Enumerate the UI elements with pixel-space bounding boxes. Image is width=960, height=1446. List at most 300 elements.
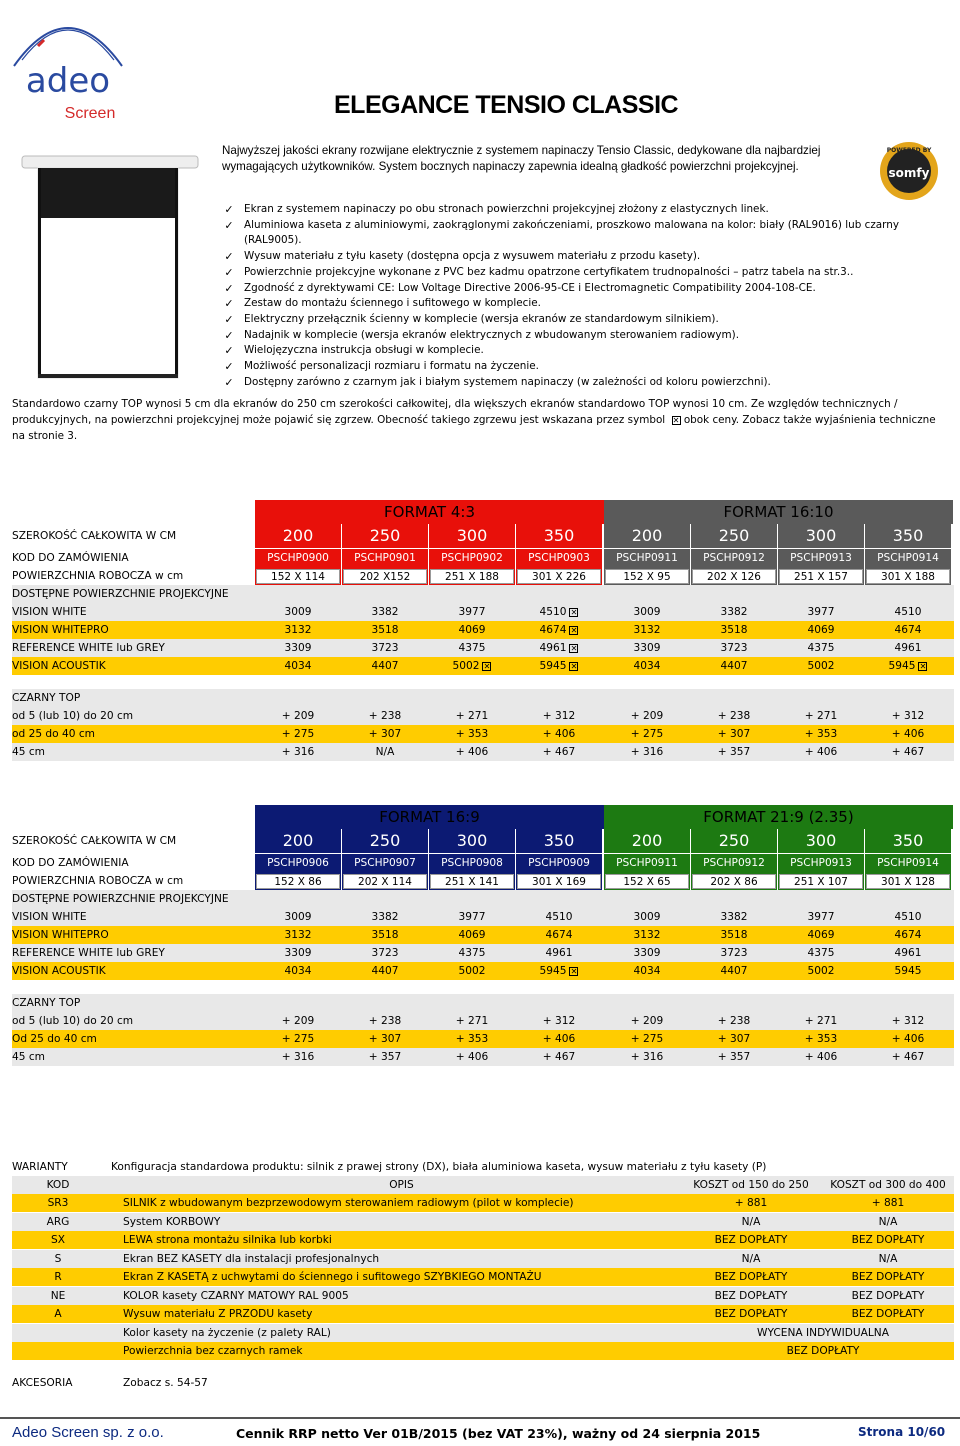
price-value: 4961 (894, 947, 922, 959)
price-value: 3723 (371, 642, 399, 654)
price-value: 4375 (458, 642, 486, 654)
surface-price (691, 639, 777, 657)
width-value: 200 (255, 829, 341, 853)
price-value: 3518 (371, 929, 399, 941)
order-code: PSCHP0900 (255, 549, 341, 567)
surface-price (865, 962, 951, 980)
price-value: 5002 (807, 660, 835, 672)
surface-price (604, 639, 690, 657)
order-code: PSCHP0911 (604, 854, 690, 872)
black-top-price: + 353 (455, 1033, 489, 1045)
price-value: 4961 (894, 642, 922, 654)
price-value: 5945 (888, 660, 916, 672)
area-cell (429, 872, 515, 890)
checkmark-icon: ✓ (224, 265, 234, 279)
width-value: 250 (342, 829, 428, 853)
surface-price (865, 908, 951, 926)
surface-price (255, 944, 341, 962)
surface-price (429, 926, 515, 944)
variant-code (12, 1342, 104, 1360)
black-top-price: + 406 (542, 728, 576, 740)
price-value: 4375 (458, 947, 486, 959)
price-value: 3309 (284, 642, 312, 654)
area-cell (342, 567, 428, 585)
surface-price (604, 926, 690, 944)
surface-price (255, 962, 341, 980)
black-top-label: CZARNY TOP (12, 692, 81, 704)
black-top-price: + 312 (542, 710, 576, 722)
price-value: 4961 (539, 642, 567, 654)
black-top-price: + 312 (891, 710, 925, 722)
variant-cost-b: BEZ DOPŁATY (851, 1289, 925, 1302)
surface-price (778, 603, 864, 621)
area-value: 152 X 86 (256, 874, 340, 889)
screen-product-image (20, 146, 200, 386)
area-value: 301 X 226 (517, 569, 601, 584)
area-value: 152 X 65 (605, 874, 689, 889)
surface-price (429, 657, 515, 675)
price-value: 3309 (633, 642, 661, 654)
variant-cost-b: BEZ DOPŁATY (851, 1308, 925, 1320)
width-value: 300 (778, 829, 864, 853)
format-header-row (12, 500, 954, 524)
adeo-logo (8, 0, 128, 125)
surface-price (604, 962, 690, 980)
variant-desc: Wysuw materiału Z PRZODU kasety (123, 1308, 313, 1320)
header-code: KOD (46, 1179, 70, 1191)
header-desc: OPIS (389, 1179, 414, 1191)
black-top-label: CZARNY TOP (12, 997, 81, 1009)
checkmark-icon: ✓ (224, 375, 234, 389)
surface-price (778, 926, 864, 944)
price-value: 4069 (458, 929, 486, 941)
area-row (12, 872, 954, 890)
surface-price (342, 657, 428, 675)
width-value: 300 (778, 524, 864, 548)
price-value: 4510 (539, 606, 567, 618)
variant-code: A (54, 1308, 62, 1320)
feature-text: Aluminiowa kaseta z aluminiowymi, zaokrąglonymi zakończeniami, proszkowo malowana na kolor: biały (RAL9016) lub czarny (RAL9005). (244, 218, 899, 247)
area-row (12, 567, 954, 585)
surface-price (255, 603, 341, 621)
surface-price (516, 944, 602, 962)
surface-price (778, 944, 864, 962)
variant-code: R (54, 1271, 62, 1283)
black-top-price: + 238 (717, 1015, 751, 1027)
black-top-price: + 312 (891, 1015, 925, 1027)
black-top-price: + 209 (281, 1015, 315, 1027)
header-cost-a: KOSZT od 150 do 250 (693, 1179, 809, 1191)
surface-name: VISION WHITE (12, 606, 87, 618)
area-cell (778, 567, 864, 585)
order-code: PSCHP0914 (865, 854, 951, 872)
area-cell (778, 872, 864, 890)
price-value: 4674 (545, 929, 573, 941)
width-row (12, 829, 954, 853)
variant-row (12, 1213, 954, 1231)
area-cell (342, 872, 428, 890)
width-value: 350 (865, 524, 951, 548)
area-value: 202 X 114 (343, 874, 427, 889)
surface-price (604, 657, 690, 675)
weld-symbol-icon: ✕ (570, 643, 578, 653)
surface-price (429, 603, 515, 621)
black-top-price: + 406 (455, 746, 489, 758)
variant-desc: Ekran Z KASETĄ z uchwytami do ściennego i sufitowego SZYBKIEGO MONTAŻU (123, 1271, 542, 1283)
surface-price (865, 603, 951, 621)
order-code: PSCHP0913 (778, 549, 864, 567)
black-top-price: + 275 (281, 728, 315, 740)
price-value: 4407 (371, 660, 399, 672)
area-cell (516, 872, 602, 890)
order-code: PSCHP0903 (516, 549, 602, 567)
price-value: 4407 (720, 965, 748, 977)
width-value: 250 (691, 829, 777, 853)
price-value: 4674 (539, 624, 567, 636)
variant-code: SX (51, 1234, 65, 1246)
surface-row (12, 603, 954, 621)
feature-item (222, 265, 944, 281)
width-row (12, 524, 954, 548)
surface-price (429, 621, 515, 639)
black-top-price: + 353 (455, 728, 489, 740)
footer-page-number: Strona 10/60 (858, 1425, 946, 1439)
variant-cost-a: BEZ DOPŁATY (714, 1308, 788, 1320)
area-value: 301 X 188 (866, 569, 950, 584)
price-table-4-3-16-10 (12, 500, 954, 762)
price-value: 4510 (894, 606, 922, 618)
area-cell (865, 872, 951, 890)
price-value: 3132 (284, 929, 312, 941)
order-code: PSCHP0908 (429, 854, 515, 872)
black-top-price: + 406 (455, 1051, 489, 1063)
area-cell (691, 872, 777, 890)
width-value: 250 (691, 524, 777, 548)
surface-price (778, 621, 864, 639)
order-code: PSCHP0912 (691, 549, 777, 567)
variant-cost-a: N/A (741, 1252, 761, 1265)
feature-item (222, 312, 944, 328)
width-value: 200 (604, 829, 690, 853)
black-top-price: + 406 (891, 728, 925, 740)
standard-note: Standardowo czarny TOP wynosi 5 cm dla ekranów do 250 cm szerokości całkowitej, dla większych ekranów standardowo TOP wynosi 10 cm. Ze względów technicznych / produkcyjnych, na powierzchni projekcyjnej może pojawić się zgrzew. Obecność takiego zgrzewu jest wskazana przez symbol ✕ obok ceny. Zobacz także wyjaśnienia techniczne na stronie 3. (12, 398, 936, 442)
width-value: 200 (604, 524, 690, 548)
intro-text: Najwyższej jakości ekrany rozwijane elektrycznie z systemem napinaczy Tensio Classic, dedykowane dla najbardziej wymagających użytkowników. System bocznych napinaczy zapewnia idealną gładkość powierzchni projekcyjnej. (222, 144, 821, 173)
price-value: 3009 (633, 911, 661, 923)
black-top-price: + 307 (368, 728, 402, 740)
price-value: 4034 (284, 660, 312, 672)
variant-cost-a: BEZ DOPŁATY (714, 1271, 788, 1283)
black-top-price: + 275 (630, 1033, 664, 1045)
variant-desc: KOLOR kasety CZARNY MATOWY RAL 9005 (123, 1289, 349, 1302)
surfaces-header-row (12, 585, 954, 603)
weld-symbol-icon: ✕ (570, 625, 578, 635)
surface-name: VISION WHITE (12, 911, 87, 923)
black-top-header-row (12, 994, 954, 1012)
black-top-name: 45 cm (12, 1051, 45, 1063)
price-value: 5002 (458, 965, 486, 977)
price-value: 4674 (894, 929, 922, 941)
price-value: 5945 (894, 965, 922, 977)
variants-config: Konfiguracja standardowa produktu: silnik z prawej strony (DX), biała aluminiowa kaseta, wysuw materiału z tyłu kasety (P) (111, 1161, 767, 1173)
variant-desc: Powierzchnia bez czarnych ramek (123, 1345, 303, 1357)
width-value: 250 (342, 524, 428, 548)
code-label: KOD DO ZAMÓWIENIA (12, 857, 129, 869)
feature-text: Zgodność z dyrektywami CE: Low Voltage Directive 2006-95-CE i Electromagnetic Compatibility 2004-108-CE. (244, 281, 816, 294)
surface-price (342, 926, 428, 944)
surface-price (691, 603, 777, 621)
format-header-a: FORMAT 4:3 (255, 500, 604, 524)
surface-price (255, 621, 341, 639)
variant-cost-b: + 881 (871, 1197, 905, 1209)
price-value: 3723 (720, 947, 748, 959)
price-value: 3977 (807, 606, 835, 618)
surface-price (342, 639, 428, 657)
surface-row (12, 962, 954, 980)
area-value: 251 X 188 (430, 569, 514, 584)
surface-price (429, 908, 515, 926)
surface-price (429, 962, 515, 980)
black-top-price: + 467 (542, 1051, 576, 1063)
checkmark-icon: ✓ (224, 297, 234, 311)
variants-title: WARIANTY (12, 1161, 68, 1173)
black-top-price: + 271 (804, 1015, 838, 1027)
black-top-price: + 316 (281, 1051, 315, 1063)
format-header-row (12, 805, 954, 829)
variant-cost-a: BEZ DOPŁATY (714, 1234, 788, 1246)
feature-item (222, 296, 944, 312)
surface-price (691, 908, 777, 926)
surface-price (691, 657, 777, 675)
black-top-price: + 406 (891, 1033, 925, 1045)
black-top-price: + 307 (717, 728, 751, 740)
variant-row (12, 1287, 954, 1305)
surface-price (342, 908, 428, 926)
feature-text: Nadajnik w komplecie (wersja ekranów elektrycznych z wbudowanym sterowaniem radiowym). (244, 328, 740, 341)
checkmark-icon: ✓ (224, 344, 234, 358)
weld-symbol-icon: ✕ (483, 661, 491, 671)
width-value: 350 (865, 829, 951, 853)
surface-price (342, 603, 428, 621)
black-top-name: 45 cm (12, 746, 45, 758)
black-top-price: + 238 (717, 710, 751, 722)
surface-price (255, 908, 341, 926)
order-code: PSCHP0913 (778, 854, 864, 872)
black-top-price: + 275 (281, 1033, 315, 1045)
variant-row (12, 1342, 954, 1360)
black-top-price: + 271 (455, 710, 489, 722)
variant-row (12, 1324, 954, 1342)
price-value: 3309 (284, 947, 312, 959)
surface-price (865, 657, 951, 675)
black-top-row (12, 1030, 954, 1048)
variant-cost-b: BEZ DOPŁATY (851, 1271, 925, 1283)
surfaces-header-row (12, 890, 954, 908)
surface-price (691, 944, 777, 962)
order-code: PSCHP0906 (255, 854, 341, 872)
footer-price-list: Cennik RRP netto Ver 01B/2015 (bez VAT 23%), ważny od 24 sierpnia 2015 (236, 1426, 761, 1441)
price-value: 4961 (545, 947, 573, 959)
area-value: 251 X 107 (779, 874, 863, 889)
variant-code: SR3 (47, 1197, 69, 1209)
checkmark-icon: ✓ (224, 281, 234, 295)
black-top-price: N/A (375, 746, 395, 758)
area-value: 152 X 114 (256, 569, 340, 584)
black-top-price: + 316 (630, 1051, 664, 1063)
surface-price (865, 944, 951, 962)
price-value: 4510 (894, 911, 922, 923)
black-top-price: + 209 (630, 710, 664, 722)
area-cell (865, 567, 951, 585)
price-value: 3518 (720, 624, 748, 636)
surface-name: VISION ACOUSTIK (12, 965, 106, 977)
surface-name: VISION ACOUSTIK (12, 660, 106, 672)
area-value: 301 X 169 (517, 874, 601, 889)
black-top-price: + 209 (630, 1015, 664, 1027)
variant-cost-a: N/A (741, 1215, 761, 1228)
black-top-row (12, 743, 954, 761)
width-label: SZEROKOŚĆ CAŁKOWITA W CM (12, 835, 177, 847)
price-value: 3132 (633, 929, 661, 941)
price-value: 4407 (371, 965, 399, 977)
surface-row (12, 926, 954, 944)
variant-row (12, 1305, 954, 1323)
surfaces-label: DOSTĘPNE POWIERZCHNIE PROJEKCYJNE (12, 893, 229, 905)
feature-text: Ekran z systemem napinaczy po obu stronach powierzchni projekcyjnej złożony z elastycznych linek. (244, 203, 769, 215)
variant-desc: Kolor kasety na życzenie (z palety RAL) (123, 1326, 331, 1339)
width-value: 200 (255, 524, 341, 548)
weld-symbol-icon: ✕ (919, 661, 927, 671)
somfy-badge (878, 140, 940, 202)
order-code: PSCHP0902 (429, 549, 515, 567)
price-value: 3518 (371, 624, 399, 636)
feature-text: Wysuw materiału z tyłu kasety (dostępna opcja z wysuwem materiału z przodu kasety). (244, 250, 701, 263)
area-cell (604, 872, 690, 890)
price-value: 3009 (284, 606, 312, 618)
format-header-b: FORMAT 21:9 (2.35) (604, 805, 953, 829)
price-table-16-9-21-9 (12, 805, 954, 1067)
checkmark-icon: ✓ (224, 312, 234, 326)
variant-desc: LEWA strona montażu silnika lub korbki (123, 1234, 332, 1246)
black-top-price: + 316 (630, 746, 664, 758)
black-top-price: + 271 (455, 1015, 489, 1027)
black-top-price: + 238 (368, 1015, 402, 1027)
feature-item (222, 375, 944, 391)
area-value: 202 X152 (343, 569, 427, 584)
price-value: 3977 (458, 911, 486, 923)
surface-price (429, 944, 515, 962)
surface-row (12, 944, 954, 962)
surface-price (604, 944, 690, 962)
feature-item (222, 359, 944, 375)
variant-cost-b: BEZ DOPŁATY (851, 1234, 925, 1246)
price-value: 3977 (807, 911, 835, 923)
surface-price (255, 657, 341, 675)
variant-row (12, 1250, 954, 1268)
checkmark-icon: ✓ (224, 250, 234, 264)
area-cell (691, 567, 777, 585)
logo-text: adeo (25, 61, 111, 101)
black-top-price: + 271 (804, 710, 838, 722)
black-top-name: od 5 (lub 10) do 20 cm (12, 1015, 134, 1027)
black-top-row (12, 1012, 954, 1030)
price-value: 3518 (720, 929, 748, 941)
variant-desc: SILNIK z wbudowanym bezprzewodowym sterowaniem radiowym (pilot w komplecie) (123, 1197, 574, 1209)
black-top-price: + 357 (717, 1051, 751, 1063)
variant-cost-merged: WYCENA INDYWIDUALNA (757, 1326, 889, 1339)
black-top-price: + 406 (542, 1033, 576, 1045)
surface-price (516, 962, 602, 980)
black-top-price: + 209 (281, 710, 315, 722)
feature-text: Powierzchnie projekcyjne wykonane z PVC bez kadmu opatrzone certyfikatem trudnopalności – patrz tabela na str.3.. (244, 265, 854, 278)
variants-title-row (12, 1158, 954, 1176)
surface-price (255, 639, 341, 657)
surface-price (865, 621, 951, 639)
surface-row (12, 657, 954, 675)
surface-price (604, 908, 690, 926)
variant-row (12, 1231, 954, 1249)
area-label: POWIERZCHNIA ROBOCZA w cm (12, 570, 184, 582)
svg-text:POWERED BY: POWERED BY (886, 147, 932, 154)
logo-sub: Screen (64, 105, 116, 122)
black-top-name: od 25 do 40 cm (12, 728, 95, 740)
variant-code: S (54, 1252, 62, 1265)
black-top-price: + 307 (368, 1033, 402, 1045)
surface-price (429, 639, 515, 657)
variant-code: NE (50, 1289, 66, 1302)
black-top-name: od 5 (lub 10) do 20 cm (12, 710, 134, 722)
variant-cost-a: BEZ DOPŁATY (714, 1289, 788, 1302)
surface-price (778, 657, 864, 675)
price-value: 5002 (807, 965, 835, 977)
area-value: 152 X 95 (605, 569, 689, 584)
black-top-price: + 275 (630, 728, 664, 740)
price-value: 5945 (539, 660, 567, 672)
black-top-row (12, 1048, 954, 1066)
area-cell (604, 567, 690, 585)
surface-name: VISION WHITEPRO (12, 929, 109, 941)
feature-item (222, 218, 944, 249)
surface-price (691, 621, 777, 639)
area-value: 251 X 157 (779, 569, 863, 584)
variant-cost-b: N/A (878, 1215, 898, 1228)
feature-list (222, 202, 944, 390)
surface-price (516, 621, 602, 639)
surface-price (516, 908, 602, 926)
code-row (12, 549, 954, 567)
order-code: PSCHP0907 (342, 854, 428, 872)
feature-text: Możliwość personalizacji rozmiaru i formatu na życzenie. (244, 360, 539, 373)
black-top-price: + 316 (281, 746, 315, 758)
checkmark-icon: ✓ (224, 360, 234, 374)
price-value: 3382 (371, 911, 399, 923)
code-label: KOD DO ZAMÓWIENIA (12, 552, 129, 564)
accessories-value: Zobacz s. 54-57 (123, 1377, 208, 1389)
black-top-price: + 312 (542, 1015, 576, 1027)
variant-row (12, 1268, 954, 1286)
feature-item (222, 328, 944, 344)
order-code: PSCHP0901 (342, 549, 428, 567)
width-value: 300 (429, 829, 515, 853)
price-value: 3723 (720, 642, 748, 654)
surface-price (865, 639, 951, 657)
checkmark-icon: ✓ (224, 328, 234, 342)
surface-price (604, 603, 690, 621)
variant-cost-b: N/A (878, 1252, 898, 1265)
surface-price (778, 639, 864, 657)
price-value: 4034 (284, 965, 312, 977)
feature-item (222, 202, 944, 218)
